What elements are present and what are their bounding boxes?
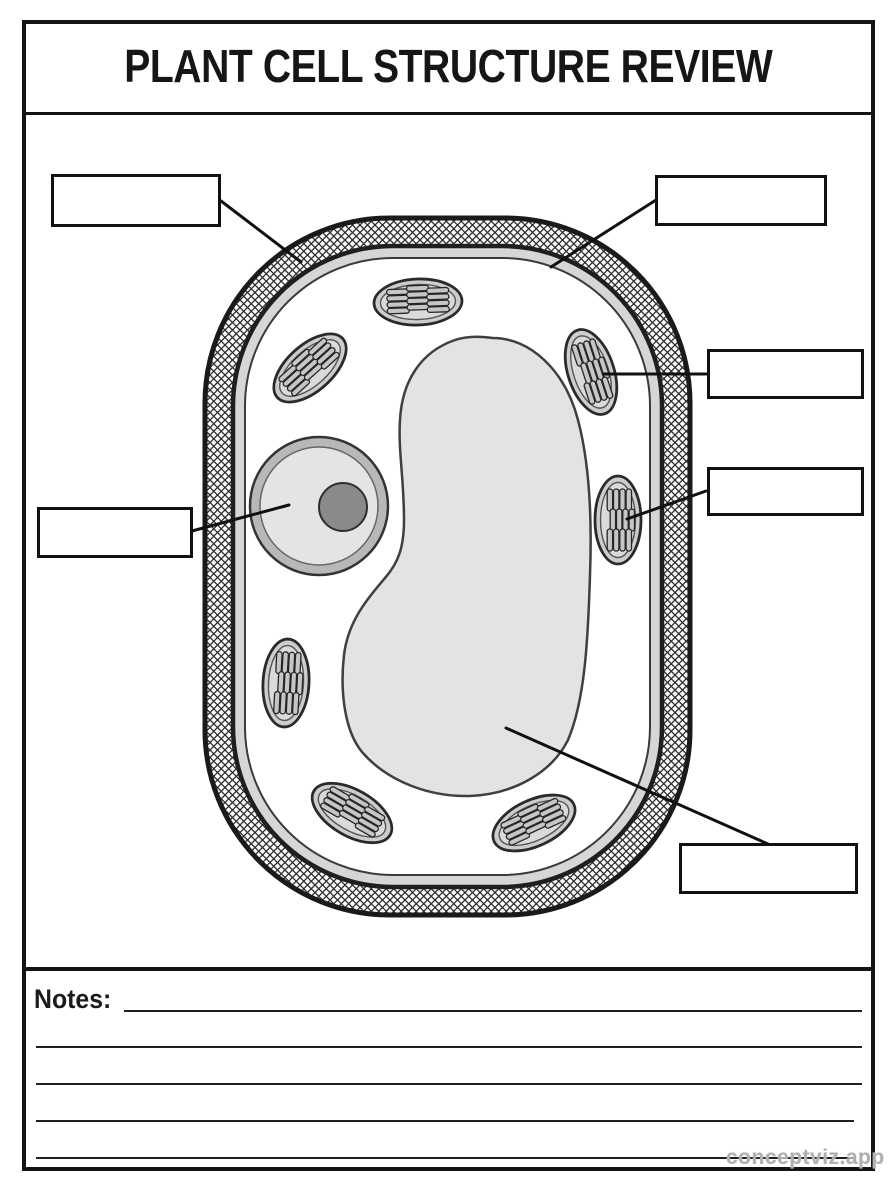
notes-section-divider (22, 967, 875, 971)
label-box-nucleus[interactable] (37, 507, 193, 558)
notes-line[interactable] (36, 1083, 862, 1085)
nucleolus (319, 483, 367, 531)
label-box-chloroplast-upper[interactable] (707, 349, 864, 399)
label-box-cell-wall[interactable] (51, 174, 221, 227)
nucleus (250, 437, 388, 575)
leader-line-cell-wall (221, 201, 301, 262)
page-title: PLANT CELL STRUCTURE REVIEW (124, 40, 773, 92)
label-box-vacuole[interactable] (679, 843, 858, 894)
label-box-cell-membrane[interactable] (655, 175, 827, 226)
chloroplast (595, 476, 641, 564)
notes-line[interactable] (124, 1010, 862, 1012)
notes-line[interactable] (36, 1120, 854, 1122)
label-box-chloroplast-middle[interactable] (707, 467, 864, 516)
watermark: conceptviz.app (726, 1146, 885, 1169)
notes-line[interactable] (36, 1046, 862, 1048)
notes-label: Notes: (34, 984, 112, 1014)
